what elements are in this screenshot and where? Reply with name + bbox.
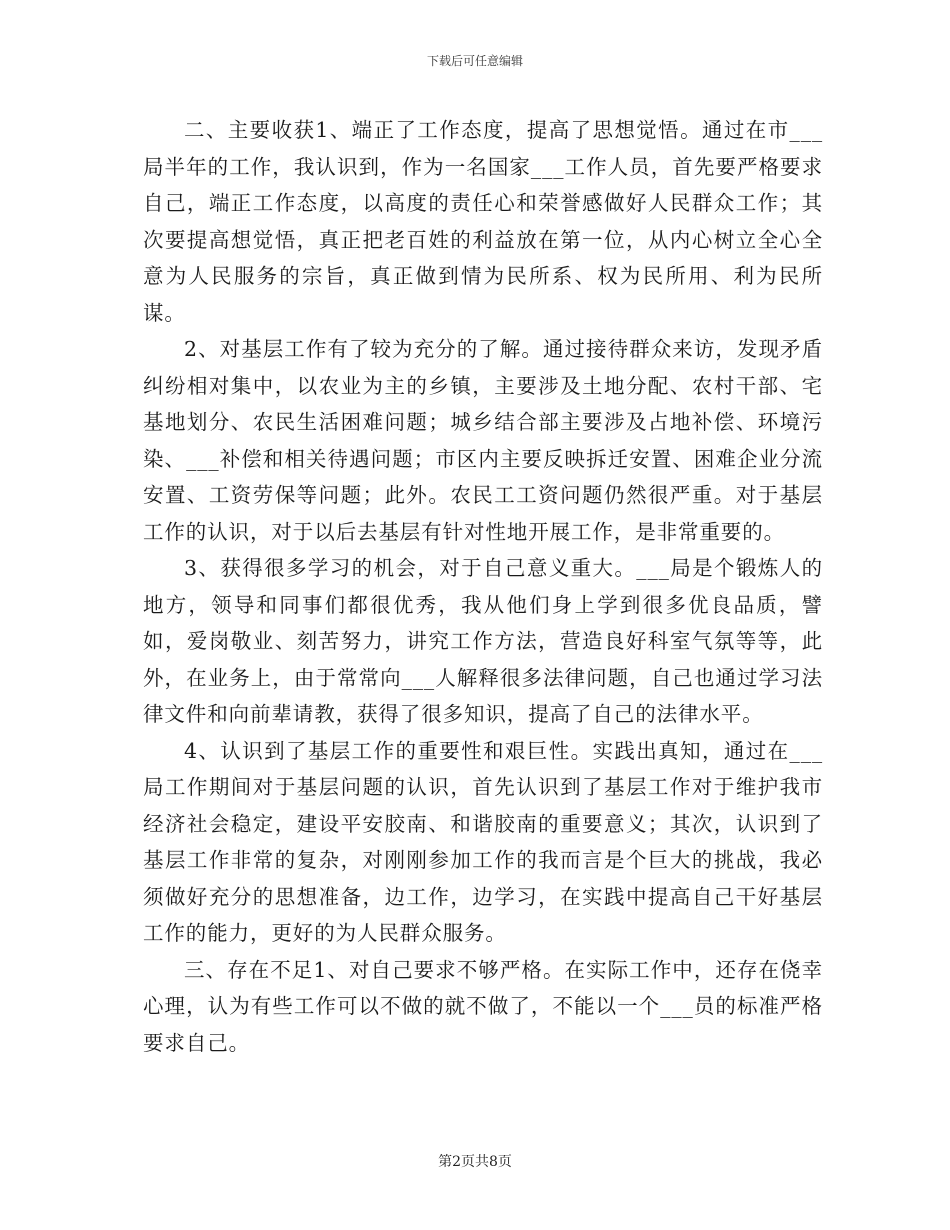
paragraph-shortcomings: 三、存在不足1、对自己要求不够严格。在实际工作中，还存在侥幸心理，认为有些工作可以不做的就不做了，不能以一个___员的标准严格要求自己。 xyxy=(143,957,823,1055)
document-body xyxy=(143,112,823,1061)
page-number: 第2页共8页 xyxy=(438,1154,512,1170)
paragraph-main-gains: 二、主要收获1、端正了工作态度，提高了思想觉悟。通过在市___局半年的工作，我认识到，作为一名国家___工作人员，首先要严格要求自己，端正工作态度，以高度的责任心和荣誉感做好人民群众工作；其次要提高想觉悟，真正把老百姓的利益放在第一位，从内心树立全心全意为人民服务的宗旨，真正做到情为民所系、权为民所用、利为民所谋。 xyxy=(143,118,823,325)
paragraph-grassroots-understanding: 2、对基层工作有了较为充分的了解。通过接待群众来访，发现矛盾纠纷相对集中，以农业为主的乡镇，主要涉及土地分配、农村干部、宅基地划分、农民生活困难问题；城乡结合部主要涉及占地补偿、环境污染、___补偿和相关待遇问题；市区内主要反映拆迁安置、困难企业分流安置、工资劳保等问题；此外。农民工工资问题仍然很严重。对于基层工作的认识，对于以后去基层有针对性地开展工作，是非常重要的。 xyxy=(143,337,823,544)
paragraph-learning-opportunities: 3、获得很多学习的机会，对于自己意义重大。___局是个锻炼人的地方，领导和同事们都很优秀，我从他们身上学到很多优良品质，譬如，爱岗敬业、刻苦努力，讲究工作方法，营造良好科室气氛等等，此外，在业务上，由于常常向___人解释很多法律问题，自己也通过学习法律文件和向前辈请教，获得了很多知识，提高了自己的法律水平。 xyxy=(143,556,823,726)
paragraph-grassroots-importance: 4、认识到了基层工作的重要性和艰巨性。实践出真知，通过在___局工作期间对于基层问题的认识，首先认识到了基层工作对于维护我市经济社会稳定，建设平安胶南、和谐胶南的重要意义；其次，认识到了基层工作非常的复杂，对刚刚参加工作的我而言是个巨大的挑战，我必须做好充分的思想准备，边工作，边学习，在实践中提高自己干好基层工作的能力，更好的为人民群众服务。 xyxy=(143,738,823,945)
page-header: 下载后可任意编辑 xyxy=(426,54,523,68)
